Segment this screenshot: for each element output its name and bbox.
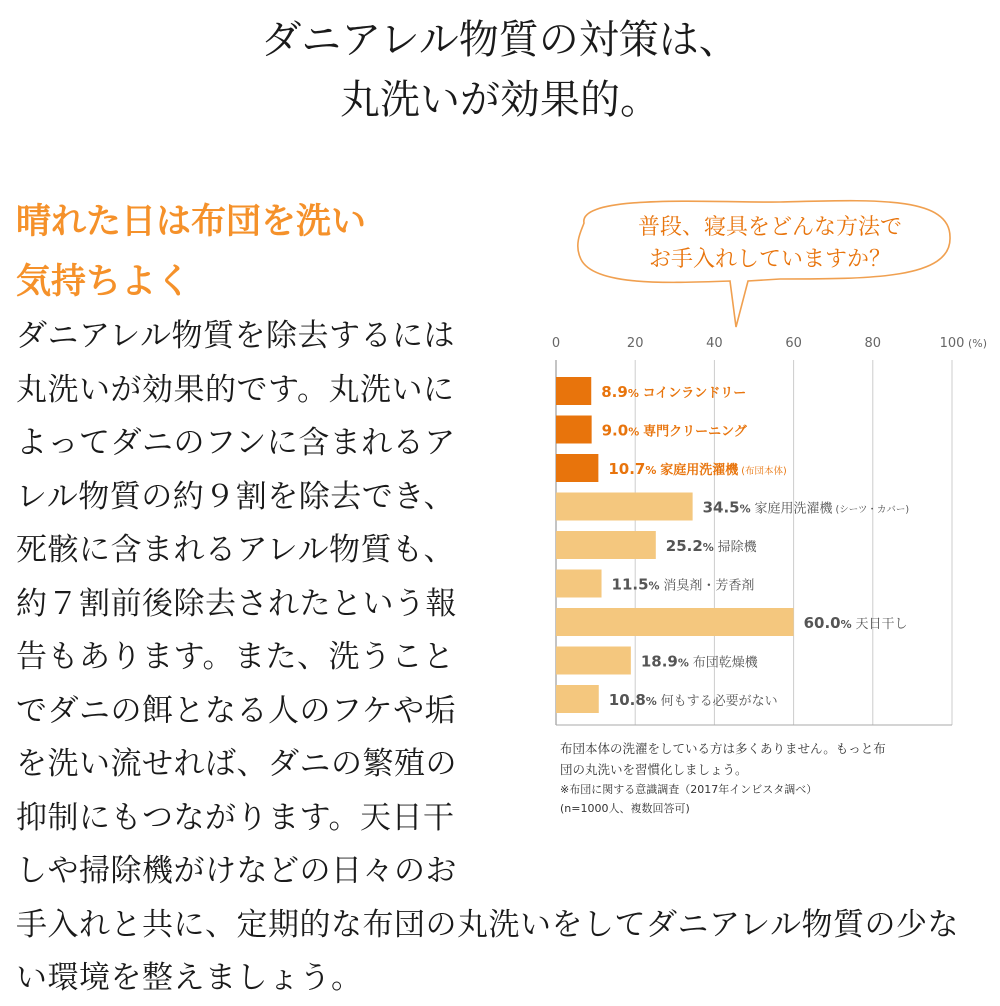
bar-value: 10.8	[608, 691, 646, 709]
bar-data-label	[804, 614, 908, 632]
section-subheading	[16, 192, 476, 312]
bar-category-label: 布団乾燥機	[692, 655, 758, 671]
x-tick-label: 100	[939, 336, 965, 351]
bar-category-label: 家庭用洗濯機	[754, 501, 833, 517]
x-tick-label: 20	[626, 336, 644, 351]
bar	[556, 608, 794, 636]
body-paragraph-text: ダニアレル物質を除去するには丸洗いが効果的です。丸洗いによってダニのフンに含まれるアレル物質の約９割を除去でき、死骸に含まれるアレル物質も、約７割前後除去されたという報告もあります。また、洗うことでダニの餌となる人のフケや垢を洗い流せれば、ダニの繁殖の抑制にもつながります。天日干しや掃除機がけなどの日々のお手入れと共に、定期的な布団の丸洗いをしてダニアレル物質の少ない環境を整えましょう。	[16, 318, 959, 996]
bar-percent-sign: %	[645, 695, 661, 708]
bar-value: 60.0	[803, 614, 841, 632]
bar-value: 11.5	[611, 575, 649, 594]
bar-data-label	[601, 383, 746, 401]
bar-category-label: 家庭用洗濯機	[660, 463, 739, 478]
bar-percent-sign: %	[677, 656, 693, 670]
bar-category-label: コインランドリー	[642, 386, 747, 401]
bar	[556, 685, 599, 713]
x-tick-label: 60	[785, 336, 802, 351]
bar-value: 18.9	[640, 652, 678, 671]
bar-data-label	[609, 691, 778, 709]
x-tick-label: 80	[864, 336, 882, 351]
bar-value: 10.7	[608, 460, 646, 478]
bar-data-label	[703, 499, 909, 517]
bar	[556, 493, 693, 521]
bar-percent-sign: %	[840, 618, 856, 631]
bar-category-label: 何もする必要がない	[660, 694, 778, 709]
bar	[556, 377, 591, 405]
bar-percent-sign: %	[628, 425, 644, 439]
bar-data-label	[641, 653, 759, 671]
bar	[556, 570, 602, 598]
bar-data-label	[666, 537, 758, 555]
chart-note-line-2: 団の丸洗いを習慣化しましょう。	[560, 762, 748, 777]
bar-value: 8.9	[601, 383, 628, 401]
subheading-line-2: 気持ちよく	[16, 262, 192, 302]
survey-chart-svg	[540, 195, 1000, 740]
bar-category-label: 消臭剤・芳香剤	[663, 578, 755, 594]
bar	[556, 647, 631, 675]
bar-category-note: (シーツ・カバー)	[832, 504, 910, 516]
page-title	[0, 10, 1000, 130]
chart-source-line-1: ※布団に関する意識調査（2017年インビスタ調べ）	[560, 783, 818, 796]
bar-value: 34.5	[702, 498, 740, 517]
subheading-line-1: 晴れた日は布団を洗い	[16, 202, 367, 242]
chart-note-line-1: 布団本体の洗濯をしている方は多くありません。もっと布	[560, 741, 886, 756]
page-title-line-1: ダニアレル物質の対策は、	[261, 17, 739, 63]
page-title-line-2: 丸洗いが効果的。	[340, 77, 660, 123]
bar-category-label: 天日干し	[855, 617, 908, 632]
x-tick-label: 40	[706, 336, 723, 351]
bar-category-label: 専門クリーニング	[643, 424, 747, 440]
bar-percent-sign: %	[648, 579, 664, 593]
bar-percent-sign: %	[645, 464, 661, 477]
bar	[556, 531, 656, 559]
chart-note	[560, 738, 980, 818]
x-tick-label: 0	[551, 336, 561, 351]
bar-value: 25.2	[665, 537, 703, 555]
bar-data-label	[602, 422, 748, 440]
bar-percent-sign: %	[739, 502, 755, 516]
chart-question-line-1: 普段、寝具をどんな方法で	[637, 215, 903, 240]
bar	[556, 454, 598, 482]
bar-percent-sign: %	[702, 541, 718, 554]
bar-data-label	[612, 576, 755, 594]
x-unit-label: (%)	[968, 337, 988, 350]
chart-source-line-2: (n=1000人、複数回答可)	[560, 802, 690, 815]
bar-category-note: (布団本体)	[738, 466, 787, 477]
chart-question-line-2: お手入れしていますか？	[648, 247, 892, 272]
bar-value: 9.0	[601, 421, 629, 440]
bar-category-label: 掃除機	[717, 540, 757, 555]
bar-data-label	[608, 460, 786, 478]
bar-percent-sign: %	[627, 387, 643, 400]
bar	[556, 416, 592, 444]
